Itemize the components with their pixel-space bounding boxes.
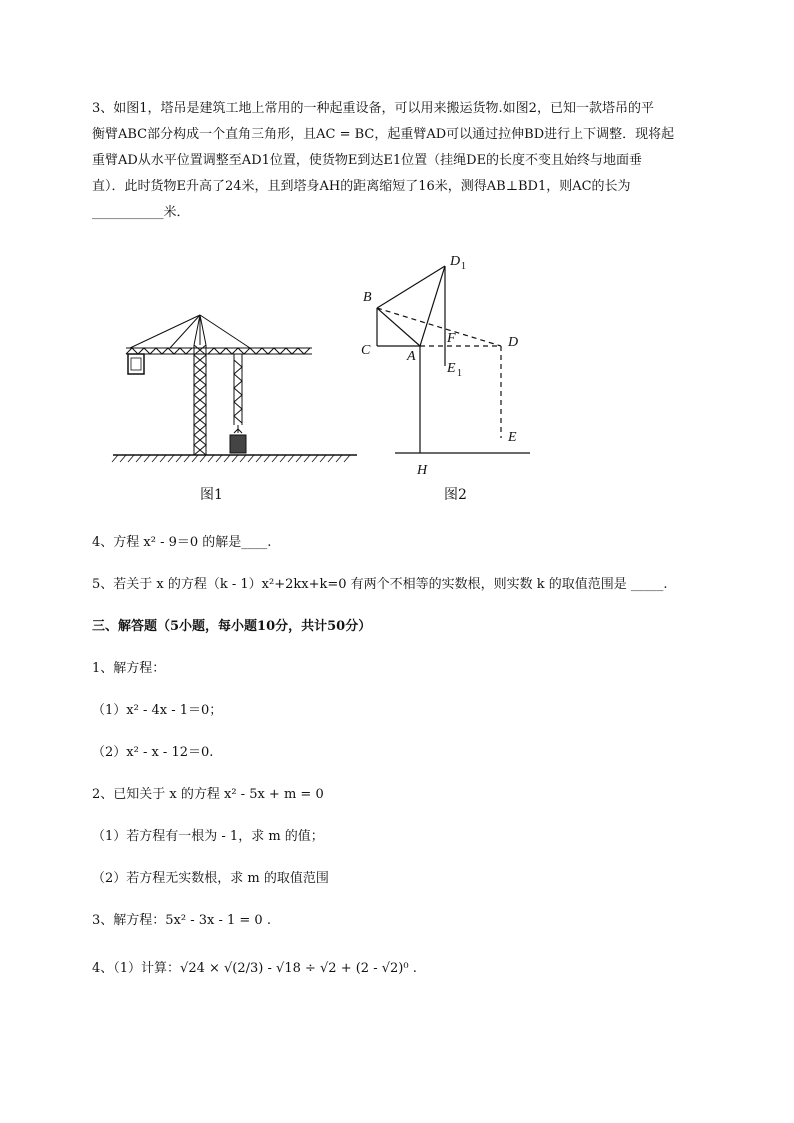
question-4: 4、方程 x² - 9＝0 的解是____. xyxy=(92,535,272,550)
label-D1-subscript: 1 xyxy=(461,261,466,272)
figure1-crane-drawing xyxy=(110,305,360,465)
solve-1-part2: （2）x² - x - 12＝0. xyxy=(92,745,214,760)
question-5: 5、若关于 x 的方程（k - 1）x²+2kx+k=0 有两个不相等的实数根，则实数 k 的取值范围是 _____. xyxy=(92,577,668,592)
solve-1-part1: （1）x² - 4x - 1＝0； xyxy=(92,703,223,718)
label-F: F xyxy=(447,331,456,346)
q3-line5: ___________米． xyxy=(92,205,190,220)
q3-line4: 直）．此时货物E升高了24米，且到塔身AH的距离缩短了16米，测得AB⊥BD1，则AC的长为 xyxy=(92,179,631,194)
label-E1: E xyxy=(447,361,456,376)
q3-line2: 衡臂ABC部分构成一个直角三角形，且AC = BC，起重臂AD可以通过拉伸BD进行上下调整．现将起 xyxy=(92,127,675,142)
solve-1-title: 1、解方程： xyxy=(92,661,166,676)
label-D1: D xyxy=(450,254,461,269)
solve-2-title: 2、已知关于 x 的方程 x² - 5x + m = 0 xyxy=(92,787,324,802)
label-E1-subscript: 1 xyxy=(457,368,462,379)
solve-3: 3、解方程：5x² - 3x - 1 = 0 . xyxy=(92,913,271,928)
label-B: B xyxy=(363,290,372,305)
q3-line3: 重臂AD从水平位置调整至AD1位置，使货物E到达E1位置（挂绳DE的长度不变且始终与地面垂 xyxy=(92,153,643,168)
label-C: C xyxy=(361,343,371,358)
figure1-caption: 图1 xyxy=(200,487,223,503)
figure2-geometry-drawing xyxy=(355,248,540,480)
solve-2-part2: （2）若方程无实数根，求 m 的取值范围 xyxy=(92,871,329,886)
figure2-caption: 图2 xyxy=(444,487,467,503)
solve-4: 4、（1）计算：√24 × √(2/3) - √18 ÷ √2 + (2 - √2)⁰ . xyxy=(92,961,417,976)
label-D: D xyxy=(508,335,519,350)
label-A: A xyxy=(407,349,416,364)
section-3-title: 三、解答题（5小题，每小题10分，共计50分） xyxy=(92,619,372,634)
label-H: H xyxy=(417,463,428,478)
q3-line1: 3、如图1，塔吊是建筑工地上常用的一种起重设备，可以用来搬运货物.如图2，已知一款塔吊的平 xyxy=(92,101,654,116)
solve-2-part1: （1）若方程有一根为 - 1，求 m 的值； xyxy=(92,829,324,844)
label-E: E xyxy=(508,430,517,445)
